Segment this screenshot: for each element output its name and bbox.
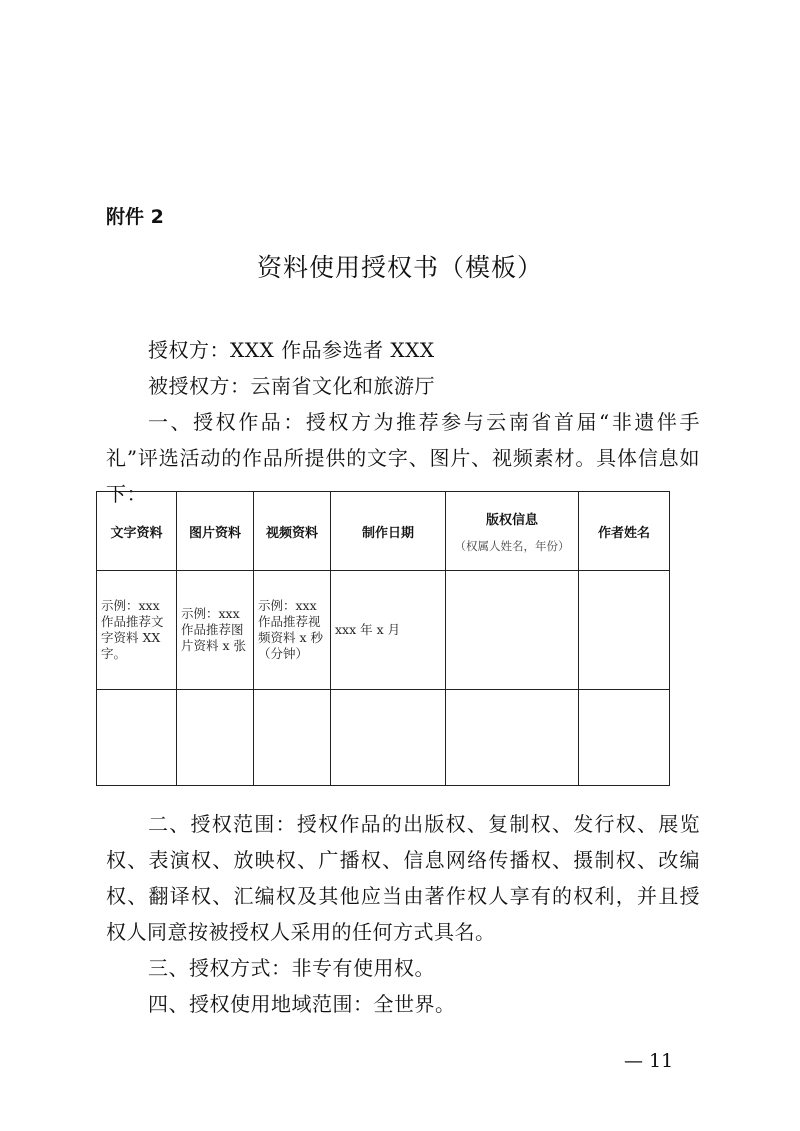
header-text-materials: 文字资料 (97, 492, 177, 571)
header-author-name: 作者姓名 (579, 492, 670, 571)
header-image-materials: 图片资料 (177, 492, 254, 571)
example-text-cell: 示例：xxx 作品推荐文字资料 XX 字。 (97, 571, 177, 690)
empty-cell (177, 690, 254, 786)
empty-cell (579, 690, 670, 786)
attachment-label: 附件 2 (106, 206, 164, 228)
section-1-works: 一、授权作品：授权方为推荐参与云南省首届“非遗伴手礼”评选活动的作品所提供的文字、图片、视频素材。具体信息如下： (106, 410, 700, 506)
header-production-date: 制作日期 (331, 492, 446, 571)
table-row (97, 690, 670, 786)
empty-cell (446, 690, 579, 786)
copyright-header-note: （权属人姓名，年份） (454, 538, 570, 553)
section-3-method: 三、授权方式：非专有使用权。 (148, 956, 435, 980)
example-author-cell (579, 571, 670, 690)
authorizee-line: 被授权方：云南省文化和旅游厅 (148, 374, 435, 398)
page-number: — 11 (624, 1050, 674, 1072)
table-row (97, 571, 670, 690)
header-copyright-info (446, 492, 579, 571)
works-info-table (96, 491, 670, 786)
empty-cell (331, 690, 446, 786)
example-date-cell: xxx 年 x 月 (331, 571, 446, 690)
header-video-materials: 视频资料 (254, 492, 331, 571)
document-title: 资料使用授权书（模板） (256, 253, 543, 282)
example-image-cell: 示例：xxx 作品推荐图片资料 x 张 (177, 571, 254, 690)
example-video-cell: 示例：xxx 作品推荐视频资料 x 秒（分钟） (254, 571, 331, 690)
authorizer-line: 授权方：XXX 作品参选者 XXX (148, 338, 435, 362)
section-4-territory: 四、授权使用地域范围：全世界。 (148, 992, 456, 1016)
table-header-row (97, 492, 670, 571)
empty-cell (97, 690, 177, 786)
copyright-header-label: 版权信息 (485, 512, 538, 528)
example-copyright-cell (446, 571, 579, 690)
empty-cell (254, 690, 331, 786)
section-2-scope: 二、授权范围：授权作品的出版权、复制权、发行权、展览权、表演权、放映权、广播权、信息网络传播权、摄制权、改编权、翻译权、汇编权及其他应当由著作权人享有的权利，并且授权人同意按被授权人采用的任何方式具名。 (106, 812, 700, 944)
